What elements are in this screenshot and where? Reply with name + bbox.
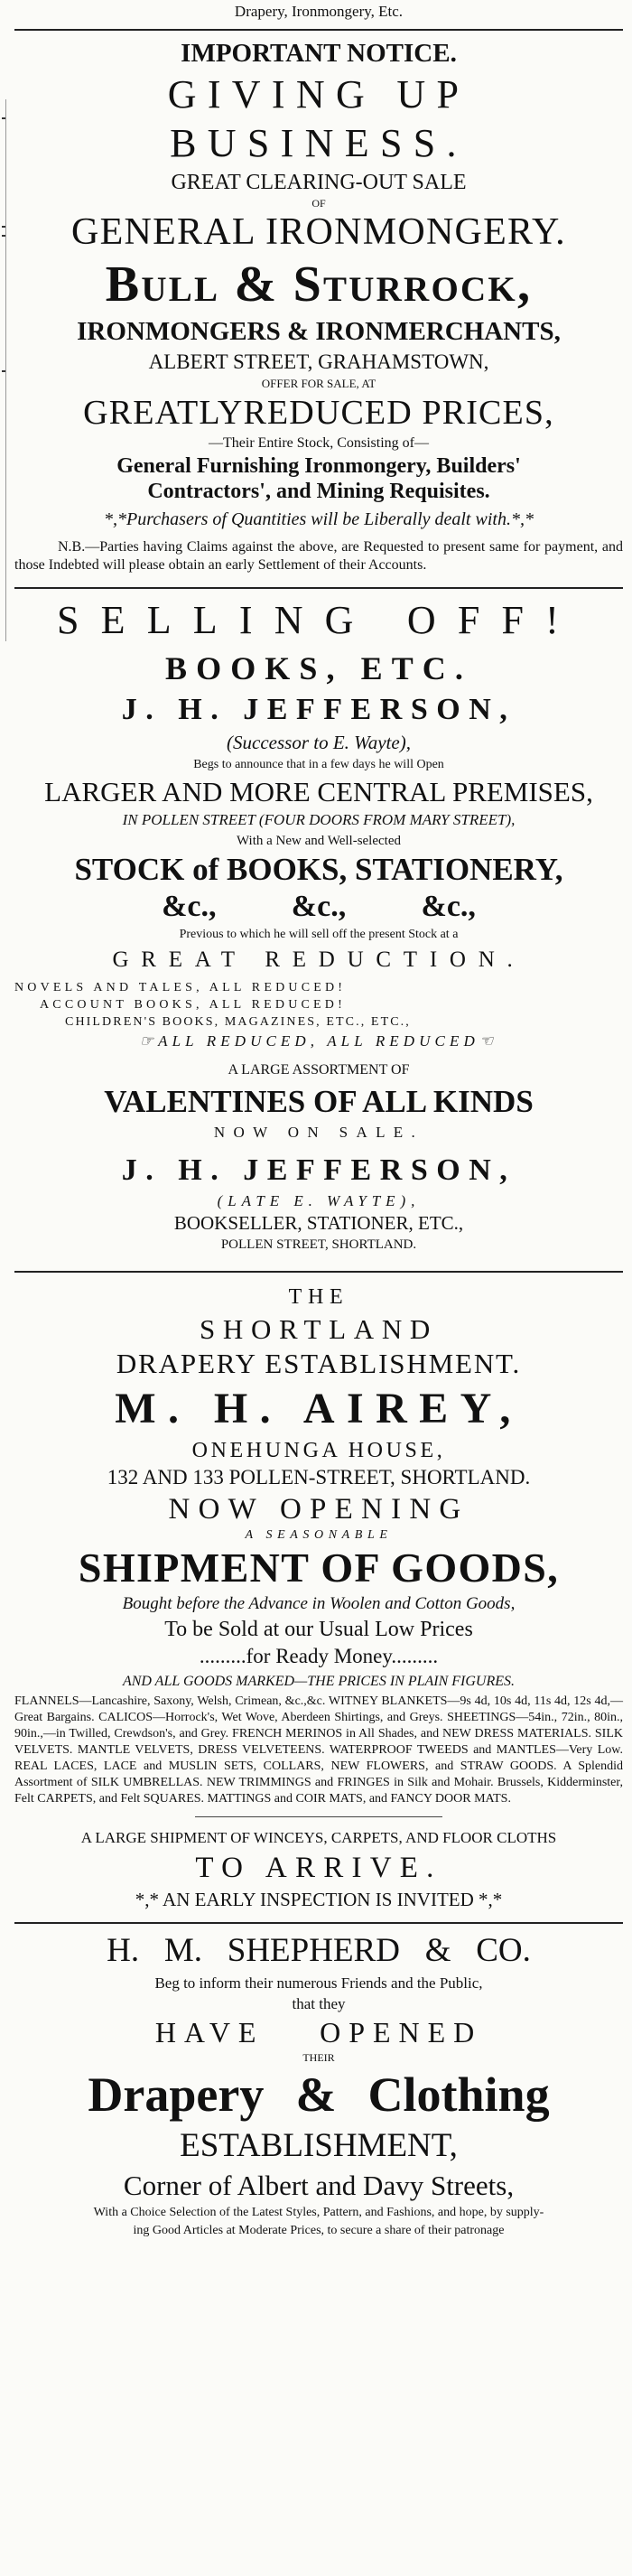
general-ironmongery: GENERAL IRONMONGERY.	[71, 211, 566, 253]
ad-bull-sturrock	[14, 36, 623, 574]
all-reduced-line: ☞ALL REDUCED, ALL REDUCED☜	[139, 1032, 498, 1050]
margin-tick	[2, 235, 5, 237]
nb-note: N.B.—Parties having Claims against the above, are Requested to present same for payment, and those Indebted will please obtain an early Settlement of their Accounts.	[14, 539, 623, 573]
short-rule	[195, 1816, 442, 1817]
ad-airey	[14, 1282, 623, 1913]
sold-note: To be Sold at our Usual Low Prices	[164, 1618, 473, 1641]
ready-money: .........for Ready Money.........	[199, 1645, 439, 1667]
have-opened: HAVE OPENED	[154, 2016, 483, 2049]
of-label: OF	[311, 197, 326, 210]
their-label: THEIR	[302, 2051, 335, 2064]
clearing-out-sale: GREAT CLEARING-OUT SALE	[171, 171, 467, 194]
choice-selection: With a Choice Selection of the Latest Styles, Pattern, and Fashions, and hope, by supply-	[93, 2206, 544, 2219]
divider	[14, 1271, 623, 1273]
ad-jefferson	[14, 594, 623, 1255]
drapery-clothing: Drapery & Clothing	[88, 2067, 550, 2122]
corner-streets: Corner of Albert and Davy Streets,	[123, 2170, 515, 2201]
section-header: Drapery, Ironmongery, Etc.	[234, 3, 404, 20]
ad-shepherd	[14, 1929, 623, 2240]
shipment-title: SHIPMENT OF GOODS,	[78, 1545, 560, 1591]
etc-line: &c., &c., &c.,	[162, 890, 476, 923]
valentines-title: VALENTINES OF ALL KINDS	[104, 1084, 534, 1119]
selling-off: SELLING OFF!	[56, 598, 581, 642]
novels-line: NOVELS AND TALES, ALL REDUCED!	[14, 981, 347, 994]
large-shipment: A LARGE SHIPMENT OF WINCEYS, CARPETS, AND FLOOR CLOTHS	[80, 1829, 557, 1846]
stock-label: —Their Entire Stock, Consisting of—	[209, 435, 429, 451]
address: ALBERT STREET, GRAHAMSTOWN,	[148, 350, 489, 373]
onehunga-house: ONEHUNGA HOUSE,	[191, 1439, 446, 1462]
goods-list: FLANNELS—Lancashire, Saxony, Welsh, Crimean, &c.,&c. WITNEY BLANKETS—9s 4d, 10s 4d, 11s 4d, 12s 4d,—Great Bargains. CALICOS—Horrock's, Wet Wove, Aberdeen Shirtings, and Greys. SHEETINGS—54in., 72in., 80in., 90in.,—in Twilled, Crewdson's, and Grey. FRENCH MERINOS in All Shades, and NEW DRESS MATERIALS. SILK VELVETS. MANTLE VELVETS, DRESS VELVETEENS. WATERPROOF TWEEDS and MANTLES—Very Low. REAL LACES, LACE and MUSLIN SETS, COLLARS, NEW FLOWERS, and STRAW GOODS. A Splendid Assortment of SILK UMBRELLAS. NEW TRIMMINGS and FRINGES in Silk and Mohair. Brussels, Kidderminster, Felt CARPETS, and Felt SQUARES. MATTINGS and COIR MATS, and FANCY DOOR MATS.	[14, 1694, 623, 1806]
inspection-invited: *,* AN EARLY INSPECTION IS INVITED *,*	[135, 1889, 503, 1910]
central-premises: LARGER AND MORE CENTRAL PREMISES,	[44, 776, 593, 807]
account-line: ACCOUNT BOOKS, ALL REDUCED!	[40, 998, 346, 1012]
assortment-label: A LARGE ASSORTMENT OF	[228, 1062, 410, 1078]
bookseller-line: BOOKSELLER, STATIONER, ETC.,	[173, 1212, 464, 1234]
marked-note: AND ALL GOODS MARKED—THE PRICES IN PLAIN FIGURES.	[122, 1674, 516, 1689]
divider	[14, 1922, 623, 1924]
stock-title: STOCK of BOOKS, STATIONERY,	[74, 852, 563, 887]
giving-up-business: GIVING UP BUSINESS.	[167, 72, 470, 165]
late-wayte: (LATE E. WAYTE),	[217, 1192, 421, 1209]
childrens-line: CHILDREN'S BOOKS, MAGAZINES, ETC., ETC.,	[65, 1015, 411, 1029]
items-line-1: General Furnishing Ironmongery, Builders'	[116, 454, 521, 478]
the-label: THE	[288, 1285, 349, 1309]
now-on-sale: NOW ON SALE.	[213, 1124, 424, 1141]
important-notice: IMPORTANT NOTICE.	[181, 39, 457, 68]
airey-name: M. H. AIREY,	[115, 1385, 523, 1433]
to-arrive: TO ARRIVE.	[195, 1852, 442, 1884]
shepherd-begs: Beg to inform their numerous Friends and the Public,	[154, 1974, 483, 1992]
seasonable-label: A SEASONABLE	[245, 1528, 393, 1542]
items-line-2: Contractors', and Mining Requisites.	[147, 480, 490, 503]
bought-note: Bought before the Advance in Woolen and Cotton Goods,	[122, 1594, 516, 1613]
margin-tick	[2, 117, 5, 119]
margin-tick	[2, 226, 5, 228]
trade-line: IRONMONGERS & IRONMERCHANTS,	[77, 317, 561, 346]
premises-location: IN POLLEN STREET (FOUR DOORS FROM MARY STREET),	[122, 811, 516, 828]
divider	[14, 29, 623, 31]
firm-name: Bull & Sturrock,	[105, 257, 533, 313]
jefferson-name-2: J. H. JEFFERSON,	[121, 1153, 516, 1187]
airey-address: 132 AND 133 POLLEN-STREET, SHORTLAND.	[107, 1466, 531, 1489]
reduced-prices: GREATLYREDUCED PRICES,	[83, 394, 554, 432]
books-etc: BOOKS, ETC.	[165, 650, 472, 686]
margin-line	[5, 99, 6, 641]
previous-note: Previous to which he will sell off the present Stock at a	[179, 928, 459, 941]
pollen-street: POLLEN STREET, SHORTLAND.	[220, 1237, 417, 1252]
drapery-establishment: DRAPERY ESTABLISHMENT.	[116, 1348, 522, 1379]
margin-tick	[2, 370, 5, 372]
shortland-label: SHORTLAND	[200, 1313, 438, 1345]
new-stock-label: With a New and Well-selected	[236, 834, 401, 848]
successor-note: (Successor to E. Wayte),	[227, 732, 411, 753]
divider	[14, 587, 623, 589]
establishment-label: ESTABLISHMENT,	[180, 2127, 458, 2164]
good-articles: ing Good Articles at Moderate Prices, to secure a share of their patronage	[133, 2224, 505, 2237]
begs-announce: Begs to announce that in a few days he will Open	[193, 758, 444, 771]
that-they: that they	[292, 1995, 346, 2012]
jefferson-name: J. H. JEFFERSON,	[121, 693, 516, 726]
shepherd-name: H. M. SHEPHERD & CO.	[107, 1932, 531, 1969]
now-opening: NOW OPENING	[168, 1493, 469, 1526]
purchasers-note: *,*Purchasers of Quantities will be Liberally dealt with.*,*	[104, 509, 534, 529]
offer-label: OFFER FOR SALE, AT	[261, 377, 376, 390]
great-reduction: GREAT REDUCTION.	[112, 947, 525, 972]
margin-marks	[0, 99, 9, 641]
